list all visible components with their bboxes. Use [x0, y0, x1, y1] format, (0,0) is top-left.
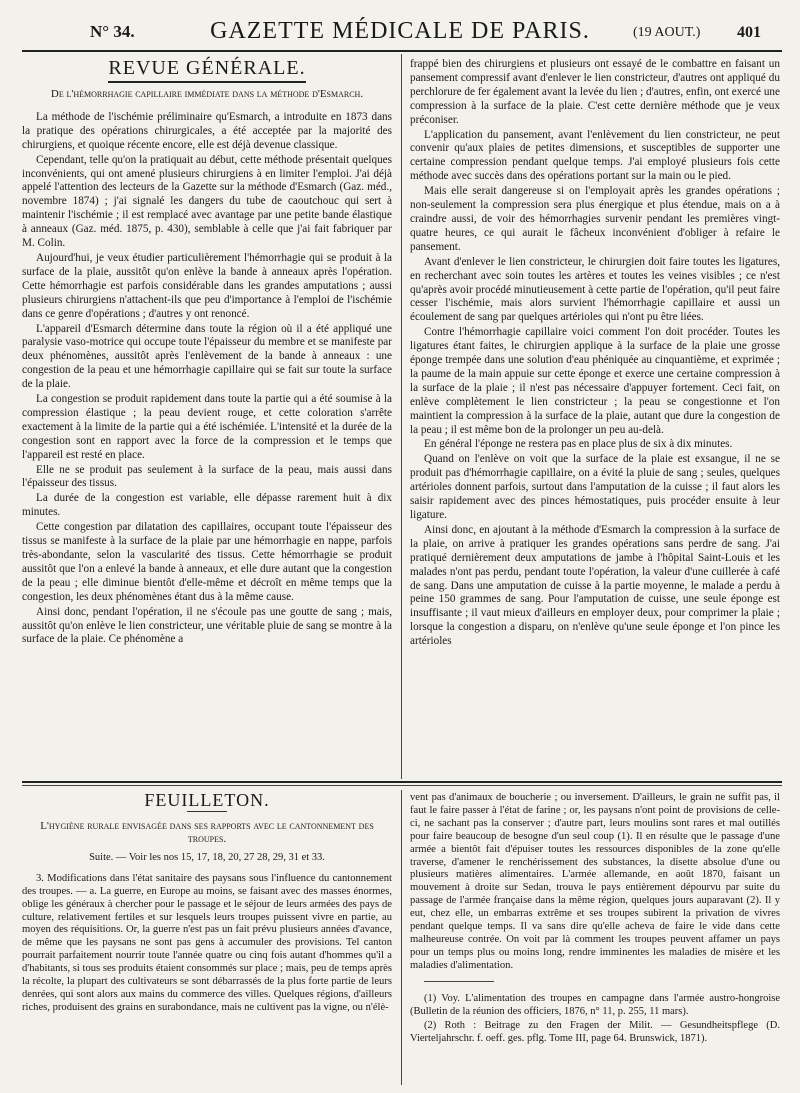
paragraph: La congestion se produit rapidement dans toute la partie qui a été soumise à la compression élastique ; la peau devient rouge, et cette coloration s'arrête exactement à la limite de la partie qui a été ischémiée. L'intensité et la durée de la congestion sont en rapport avec la force de la compression et le temps que l'appareil est resté en place.: [22, 393, 392, 461]
paragraph: 3. Modifications dans l'état sanitaire des paysans sous l'influence du cantonnement des troupes. — a. La guerre, en Europe au moins, se faisant avec des masses énormes, oblige les généraux à chercher pour le passage et le séjour de leurs armées des pays de culture, relativement fertiles et sur lesquels leurs troupes puissent vivre en partie, au moyen des réquisitions. Or, la guerre n'est pas un fait prévu plusieurs années d'avance, de même que les paysans ne sont pas gens à accumuler des provisions. Tel canton pourrait parfaitement nourrir toute l'année quatre ou cinq fois autant d'hommes qu'il a d'habitants, si tous ses produits étaient consommés sur place ; mais, peu de temps après la récolte, la plupart des cultivateurs se sont débarrassés de la plus forte partie de leurs denrées, qui sont alors aux mains du commerce des villes. Quelques régions, d'ailleurs riches, produisent des grains en surabondance, mais ne cultivent pas la vigne, ou n'élè-: [22, 872, 392, 1013]
paragraph: La méthode de l'ischémie préliminaire qu'Esmarch, a introduite en 1873 dans la pratique des opérations chirurgicales, a été acceptée par la majorité des chirurgiens, et quoique récente encore, elle est déjà devenue classique.: [22, 110, 392, 151]
paragraph: Cette congestion par dilatation des capillaires, occupant toute l'épaisseur des tissus se manifeste à la surface de la plaie par une hémorrhagie en nappe, parfois très-abondante, selon la vascularité des tissus. Cette hémorrhagie se produit aussitôt que l'on a enlevé la bande à anneaux, et elle dure autant que la congestion de la peau ; elle diminue bientôt d'elle-même et décroît en même temps que la congestion, les deux phénomènes étant dus à la même cause.: [22, 521, 392, 603]
footnote: (1) Voy. L'alimentation des troupes en campagne dans l'armée austro-hongroise (Bulletin de la réunion des officiers, 1876, n° 11, p. 255, 11 mars).: [410, 992, 780, 1017]
paragraph: L'application du pansement, avant l'enlèvement du lien constricteur, ne peut convenir qu'aux plaies de petites dimensions, et susceptibles de supporter une certaine compression pendant quelque temps. J'ai employé plusieurs fois cette méthode avec succès dans des opérations portant sur la main ou le pied.: [410, 128, 780, 183]
paragraph: frappé bien des chirurgiens et plusieurs ont essayé de le combattre en faisant un pansement compressif avant d'enlever le lien constricteur, d'autres ont appliqué du perchlorure de fer également avant la levée du lien ; d'autres, enfin, ont exercé une compression à la surface de la plaie. C'est cette dernière méthode que je veux préconiser.: [410, 58, 780, 126]
paragraph: Avant d'enlever le lien constricteur, le chirurgien doit faire toutes les ligatures, en recherchant avec soin toutes les artères et toutes les veines visibles ; ce n'est qu'après avoir procédé minutieusement à cette partie de l'opération, qu'il peut faire cesser l'ischémie, mais alors survient l'hémorrhagie capillaire et aussi un écoulement de sang par quelques artérioles qui n'ont pu être liées.: [410, 255, 780, 324]
feuilleton-section-title: FEUILLETON.: [144, 790, 270, 810]
page-number: 401: [737, 24, 761, 41]
revue-left-column: [22, 56, 392, 648]
paragraph: Ainsi donc, pendant l'opération, il ne s'écoule pas une goutte de sang ; mais, aussitôt qu'on enlève le lien constricteur, une véritable pluie de sang se montre à la surface de la plaie. Ce phénomène a: [22, 605, 392, 646]
paragraph: Aujourd'hui, je veux étudier particulièrement l'hémorrhagie qui se produit à la surface de la plaie, aussitôt qu'on enlève la bande à anneaux après l'opération. Cette hémorrhagie est parfois considérable dans les grandes amputations ; aussi plusieurs chirurgiens n'attachent-ils que peu d'importance à l'emploi de l'ischémie dans ce genre d'opérations ; d'autres y ont renoncé.: [22, 251, 392, 320]
paragraph: Mais elle serait dangereuse si on l'employait après les grandes opérations ; non-seulement la compression sera plus énergique et plus étendue, mais on a à craindre aussi, de voir des hémorrhagies survenir pendant les premières vingt-quatre heures, ce qui aurait le fâcheux inconvénient d'obliger à refaire le pansement.: [410, 185, 780, 253]
column-separator-bottom: [401, 790, 402, 1085]
header-rule: [22, 50, 782, 52]
revue-right-column: [410, 58, 780, 650]
paragraph: Quand on l'enlève on voit que la surface de la plaie est exsangue, il ne se produit pas d'hémorrhagie capillaire, on a évité la pluie de sang ; seules, quelques artérioles donnent parfois, surtout dans l'amputation de la cuisse ; il faut alors les saisir rapidement avec des pinces hémostatiques, puis procéder ensuite à leur ligature.: [410, 453, 780, 521]
section-divider-rule: [22, 781, 782, 783]
paragraph: L'appareil d'Esmarch détermine dans toute la région où il a été appliqué une paralysie vaso-motrice qui occupe toute l'épaisseur du membre et se manifeste par deux phénomènes, aussitôt après l'enlèvement de la bande à anneaux : une congestion de la peau et une hémorrhagie capillaire qui se fait sur toute la surface de la plaie.: [22, 322, 392, 391]
paragraph: Contre l'hémorrhagie capillaire voici comment l'on doit procéder. Toutes les ligatures étant faites, le chirurgien applique à la surface de la plaie une grosse éponge trempée dans une solution d'eau phéniquée au cinquantième, et exprimée ; la paume de la main appuie sur cette éponge et exerce une certaine compression à la surface de la plaie ; il n'est pas nécessaire d'appuyer fortement. Ceci fait, on enlève complètement le lien constricteur ; la peau se congestionne et l'on maintient la compression à la surface de la plaie, autant que dure la congestion de la peau ; il est même bon de la prolonger un peu au-delà.: [410, 326, 780, 436]
journal-title: GAZETTE MÉDICALE DE PARIS.: [210, 18, 590, 44]
paragraph: Elle ne se produit pas seulement à la surface de la peau, mais aussi dans l'épaisseur des tissus.: [22, 463, 392, 490]
feuilleton-left-column: [22, 792, 392, 1016]
section-divider-rule-thin: [22, 785, 782, 786]
footnote-separator: [424, 981, 494, 982]
revue-section-title: REVUE GÉNÉRALE.: [22, 62, 392, 76]
issue-number: N° 34.: [90, 22, 135, 41]
title-ornament-rule: [187, 811, 227, 812]
column-separator-top: [401, 54, 402, 779]
revue-article-title: De l'hémorrhagie capillaire immédiate dans la méthode d'Esmarch.: [50, 87, 364, 100]
feuilleton-suite-note: Suite. — Voir les nos 15, 17, 18, 20, 27 28, 29, 31 et 33.: [89, 851, 325, 863]
page-header: [0, 8, 800, 48]
feuilleton-article-title: L'hygiène rurale envisagée dans ses rapports avec le cantonnement des troupes.: [40, 819, 374, 845]
paragraph: Cependant, telle qu'on la pratiquait au début, cette méthode présentait quelques inconvénients, qui ont amené plusieurs chirurgiens à en limiter l'emploi. J'ai déjà appelé l'attention des lecteurs de la Gazette sur la méthode d'Esmarch (Gaz. méd., novembre 1874) ; j'ai signalé les dangers du tube de caoutchouc qui sert à maintenir l'ischémie ; il est remplacé avec avantage par une petite bande élastique à anneaux (Gaz. méd. 1875, p. 430), semblable à celle que j'ai fait fabriquer par M. Colin.: [22, 153, 392, 250]
feuilleton-right-column: [410, 792, 780, 1046]
paragraph: La durée de la congestion est variable, elle dépasse rarement huit à dix minutes.: [22, 492, 392, 519]
paragraph: En général l'éponge ne restera pas en place plus de six à dix minutes.: [424, 438, 733, 451]
footnote: (2) Roth : Beitrage zu den Fragen der Milit. — Gesundheitspflege (D. Vierteljahrschr. f. oeff. ges. pflg. Tome III, page 64. Brunswick, 1871).: [410, 1019, 780, 1044]
paragraph: Ainsi donc, en ajoutant à la méthode d'Esmarch la compression à la surface de la plaie, on arrive à pratiquer les grandes opérations sans perdre de sang. J'ai pratiqué dernièrement deux amputations de jambe à l'hôpital Saint-Louis et les malades n'ont pas perdu, pendant toute l'opération, la valeur d'une cuillerée à café de sang. Dans une amputation de cuisse à la partie moyenne, le malade a perdu à peine 150 grammes de sang. Pour l'amputation de cuisse, une seule éponge est insuffisante ; il vaut mieux d'ailleurs en employer deux, pour comprimer la plaie ; lorsque la congestion a disparu, on n'enlève qu'une seule éponge et l'on pince les artérioles: [410, 523, 780, 648]
paragraph: vent pas d'animaux de boucherie ; ou inversement. D'ailleurs, le grain ne suffit pas, il faut le faire passer à l'état de farine ; or, les paysans n'ont point de provisions de celle-ci, ne sachant pas la conserver ; d'autre part, leurs moulins sont rares et mal outillés pour faire beaucoup de besogne d'un seul coup (1). Il en résulte que le passage d'une armée a bientôt fait d'épuiser toutes les ressources disponibles de la zone qu'elle traverse, d'amener le renchérissement des substances, la disette absolue d'une ou plusieurs matières alimentaires. L'armée allemande, en août 1870, faisant un mouvement à droite sur Sedan, trouva le pays entièrement dépourvu par suite du passage de l'armée française dans la même région, quelques jours auparavant (2). Il y eut, chez elle, un embarras extrême et ses troupes subirent la privation de vivres pendant quelque temps. Il va sans dire qu'elle acheva de faire le vide dans cette malheureuse contrée. On voit par là comment les troupes peuvent affamer un pays pour un temps plus ou moins long, rendre imminentes les maladies de misère et les maladies d'alimentation.: [410, 792, 780, 971]
issue-date: (19 AOUT.): [633, 25, 701, 40]
